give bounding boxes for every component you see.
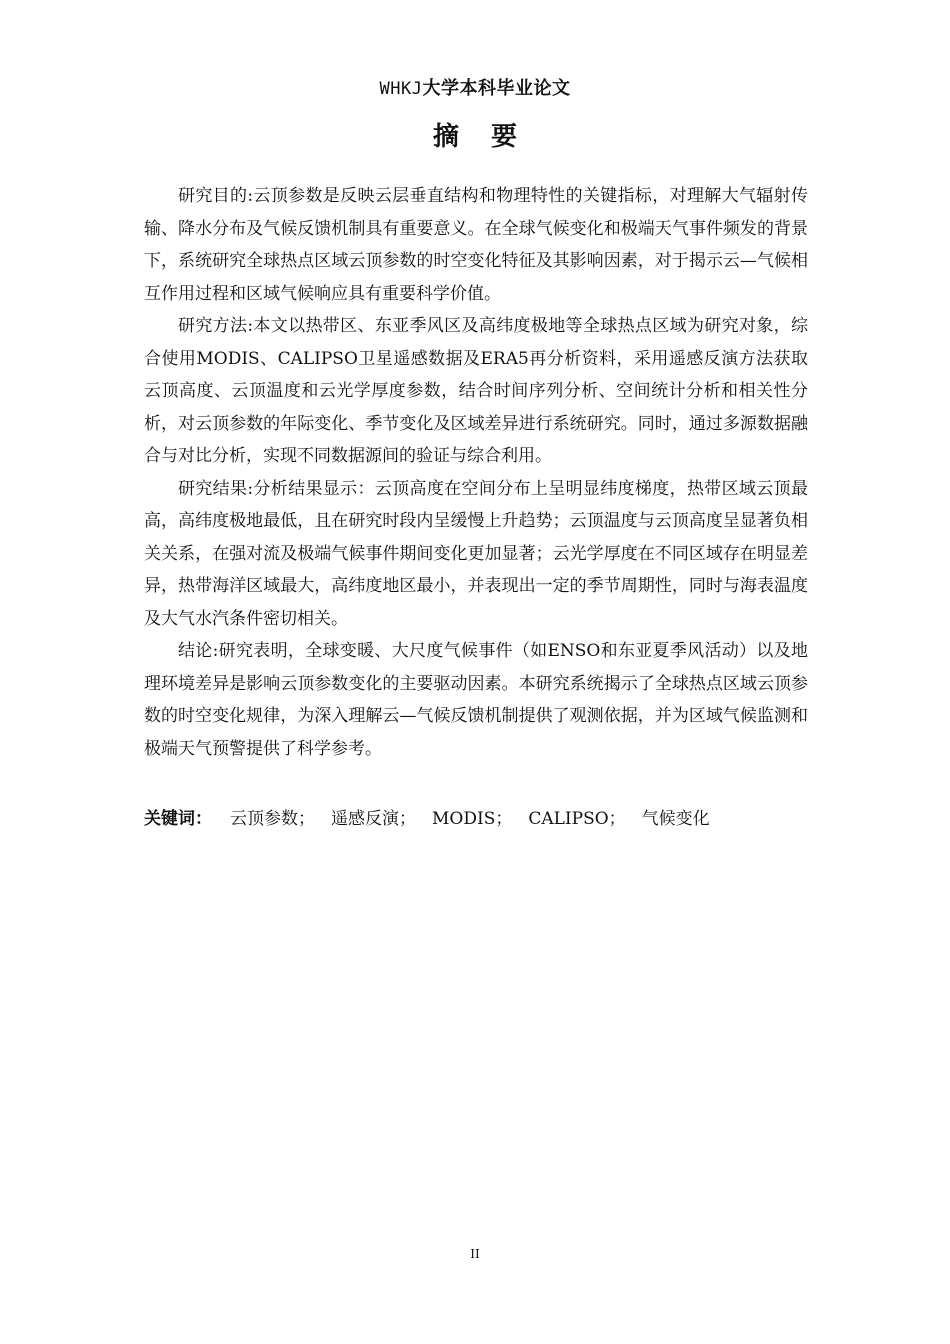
- paragraph-conclusion: 结论:研究表明，全球变暖、大尺度气候事件（如ENSO和东亚夏季风活动）以及地理环境差异是影响云顶参数变化的主要驱动因素。本研究系统揭示了全球热点区域云顶参数的时空变化规律，为深入理解云—气候反馈机制提供了观测依据，并为区域气候监测和极端天气预警提供了科学参考。: [144, 641, 808, 759]
- keywords-label: 关键词：: [144, 809, 212, 829]
- keyword-item: 气候变化: [641, 809, 710, 829]
- paragraph-results: 研究结果:分析结果显示：云顶高度在空间分布上呈明显纬度梯度，热带区域云顶最高，高纬度极地最低，且在研究时段内呈缓慢上升趋势；云顶温度与云顶高度呈显著负相关关系，在强对流及极端气候事件期间变化更加显著；云光学厚度在不同区域存在明显差异，热带海洋区域最大，高纬度地区最小，并表现出一定的季节周期性，同时与海表温度及大气水汽条件密切相关。: [144, 478, 808, 629]
- page-number: II: [470, 1247, 480, 1261]
- keyword-item: 遥感反演；: [331, 809, 416, 829]
- page-title: 摘要: [432, 122, 549, 152]
- running-header: [0, 74, 950, 100]
- header-university-title: 大学本科毕业论文: [422, 78, 571, 99]
- paragraph-purpose: 研究目的:云顶参数是反映云层垂直结构和物理特性的关键指标，对理解大气辐射传输、降水分布及气候反馈机制具有重要意义。在全球气候变化和极端天气事件频发的背景下，系统研究全球热点区域云顶参数的时空变化特征及其影响因素，对于揭示云—气候相互作用过程和区域气候响应具有重要科学价值。: [144, 186, 808, 304]
- keyword-item: MODIS；: [432, 809, 513, 829]
- paragraph-methods: 研究方法:本文以热带区、东亚季风区及高纬度极地等全球热点区域为研究对象，综合使用MODIS、CALIPSO卫星遥感数据及ERA5再分析资料，采用遥感反演方法获取云顶高度、云顶温度和云光学厚度参数，结合时间序列分析、空间统计分析和相关性分析，对云顶参数的年际变化、季节变化及区域差异进行系统研究。同时，通过多源数据融合与对比分析，实现不同数据源间的验证与综合利用。: [144, 316, 808, 466]
- keyword-item: 云顶参数；: [230, 809, 315, 829]
- abstract-body: [144, 180, 808, 765]
- keywords-line: [144, 803, 808, 835]
- keyword-item: CALIPSO；: [528, 809, 626, 829]
- header-prefix: WHKJ: [379, 79, 423, 99]
